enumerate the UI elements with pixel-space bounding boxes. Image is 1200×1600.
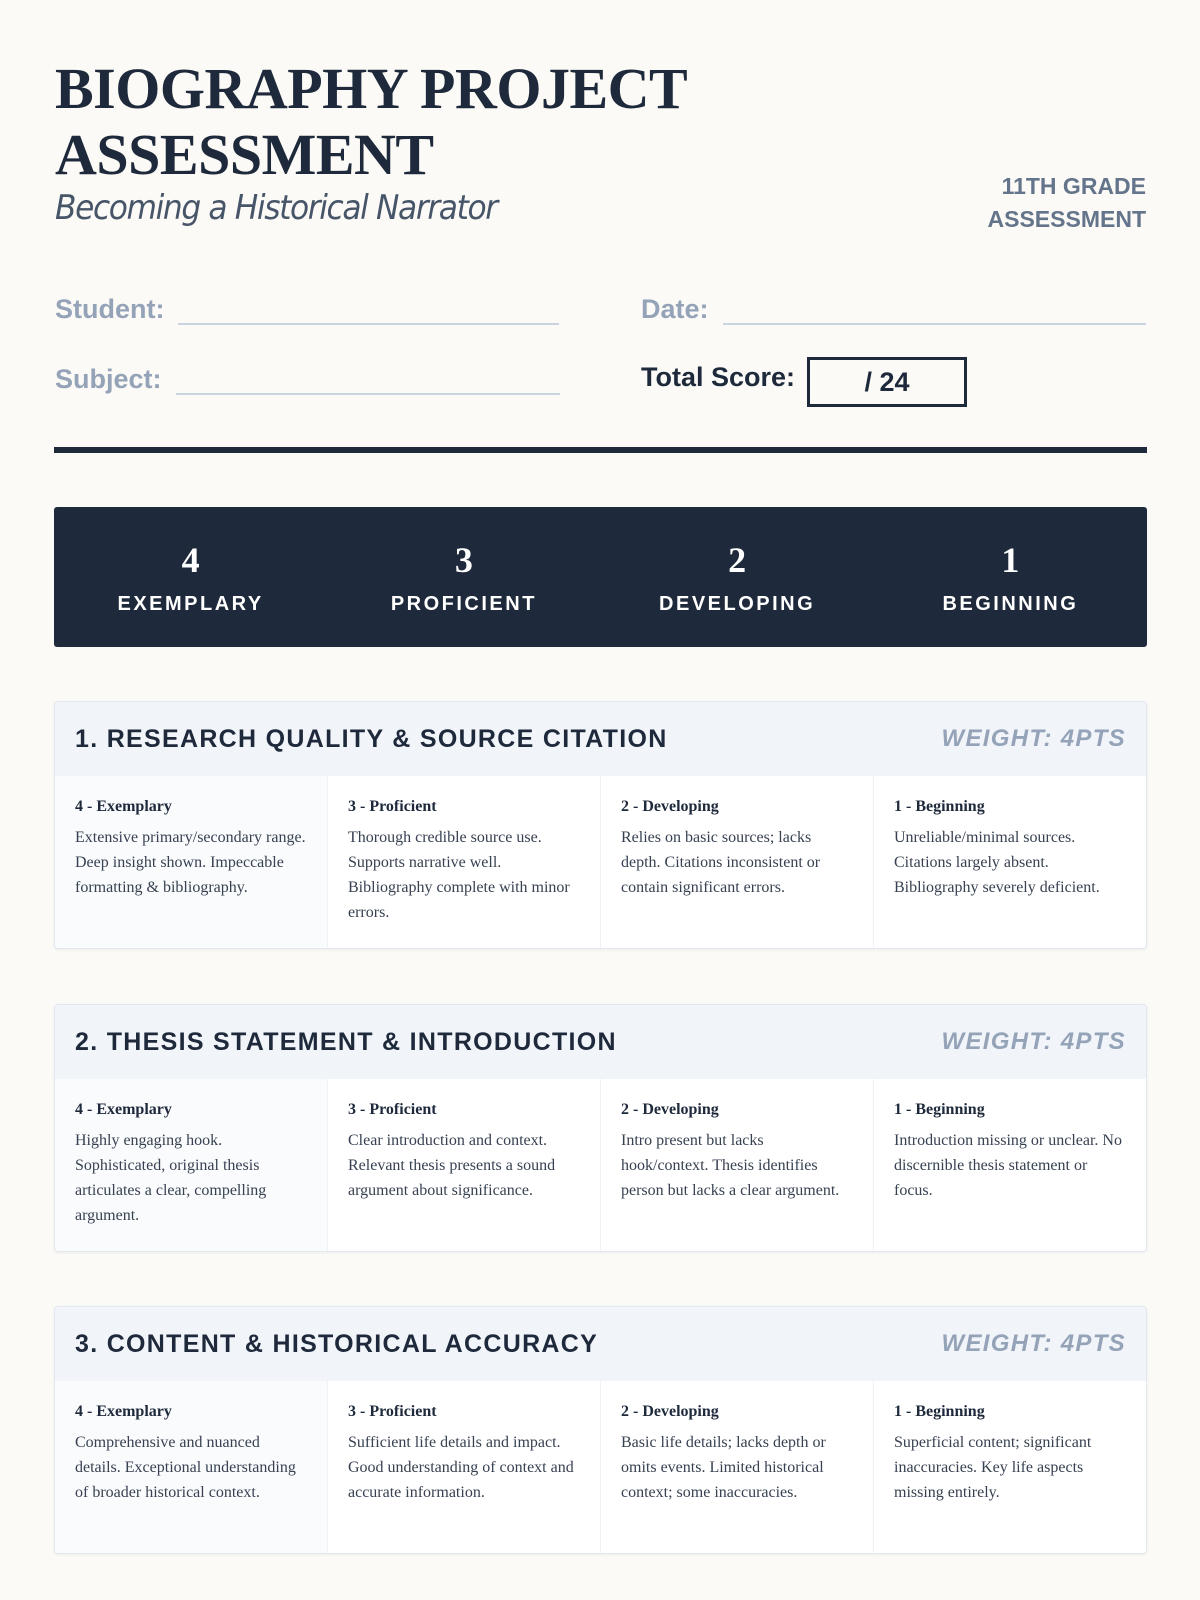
level-heading: 2 - Developing (621, 798, 719, 815)
level-description: Thorough credible source use. Supports narrative well. Bibliography complete with minor errors. (348, 829, 570, 921)
date-field (641, 294, 1146, 325)
level-heading: 4 - Exemplary (75, 1101, 172, 1118)
criterion-header (55, 1307, 1146, 1381)
level-heading: 4 - Exemplary (75, 1403, 172, 1420)
criterion-title: 3. CONTENT & HISTORICAL ACCURACY (75, 1329, 599, 1358)
level-cell (55, 776, 328, 949)
scale-level (327, 507, 600, 647)
scale-number: 1 (1001, 540, 1020, 580)
level-description: Introduction missing or unclear. No discernible thesis statement or focus. (894, 1132, 1122, 1199)
scale-level (601, 507, 874, 647)
student-label: Student: (55, 294, 165, 324)
total-score-label: Total Score: (641, 362, 796, 392)
level-heading: 2 - Developing (621, 1403, 719, 1420)
scale-number: 3 (454, 540, 473, 580)
scale-label: PROFICIENT (390, 593, 537, 615)
level-heading: 1 - Beginning (894, 1101, 985, 1118)
criterion-header (55, 1005, 1146, 1079)
level-cell (874, 1381, 1146, 1554)
divider (54, 447, 1147, 453)
subject-input[interactable] (176, 365, 560, 395)
level-cell (328, 776, 601, 949)
grade-line-1: 11TH GRADE (1001, 173, 1146, 199)
level-cell (601, 1381, 874, 1554)
grade-label (988, 170, 1146, 236)
scale-level (54, 507, 327, 647)
student-input[interactable] (178, 295, 559, 325)
level-description: Unreliable/minimal sources. Citations largely absent. Bibliography severely deficient. (894, 829, 1100, 896)
date-label: Date: (641, 294, 709, 324)
total-score-box[interactable]: / 24 (807, 357, 967, 407)
level-cell (874, 1079, 1146, 1252)
level-description: Superficial content; significant inaccuracies. Key life aspects missing entirely. (894, 1434, 1092, 1501)
level-cell (55, 1381, 328, 1554)
criterion-weight: WEIGHT: 4PTS (941, 1330, 1126, 1357)
criterion-weight: WEIGHT: 4PTS (941, 1028, 1126, 1055)
level-cell (874, 776, 1146, 949)
scale-level (874, 507, 1147, 647)
criterion-card (54, 1004, 1147, 1252)
level-heading: 4 - Exemplary (75, 798, 172, 815)
subject-field (55, 364, 560, 395)
level-description: Sufficient life details and impact. Good understanding of context and accurate information. (348, 1434, 574, 1501)
criterion-card (54, 1306, 1147, 1554)
level-heading: 2 - Developing (621, 1101, 719, 1118)
page-title: BIOGRAPHY PROJECT ASSESSMENT (55, 56, 687, 187)
level-description: Intro present but lacks hook/context. Thesis identifies person but lacks a clear argument. (621, 1132, 840, 1199)
date-input[interactable] (723, 295, 1146, 325)
level-heading: 3 - Proficient (348, 1101, 437, 1118)
scale-label: DEVELOPING (659, 593, 816, 615)
scale-label: BEGINNING (942, 593, 1079, 615)
level-heading: 1 - Beginning (894, 1403, 985, 1420)
scale-number: 2 (728, 540, 747, 580)
student-field (55, 294, 559, 325)
level-description: Basic life details; lacks depth or omits events. Limited historical context; some inaccuracies. (621, 1434, 826, 1501)
level-heading: 3 - Proficient (348, 798, 437, 815)
grade-line-2: ASSESSMENT (987, 206, 1146, 232)
level-cell (328, 1079, 601, 1252)
level-description: Comprehensive and nuanced details. Exceptional understanding of broader historical context. (75, 1434, 296, 1501)
scale-label: EXEMPLARY (117, 593, 264, 615)
subject-label: Subject: (55, 364, 162, 394)
level-cell (55, 1079, 328, 1252)
criterion-title: 1. RESEARCH QUALITY & SOURCE CITATION (75, 724, 668, 753)
criterion-header (55, 702, 1146, 776)
level-description: Extensive primary/secondary range. Deep insight shown. Impeccable formatting & bibliography. (75, 829, 306, 896)
level-heading: 3 - Proficient (348, 1403, 437, 1420)
scoring-scale (54, 507, 1147, 647)
level-description: Highly engaging hook. Sophisticated, original thesis articulates a clear, compelling argument. (75, 1132, 267, 1224)
criterion-card (54, 701, 1147, 949)
level-cell (601, 776, 874, 949)
level-heading: 1 - Beginning (894, 798, 985, 815)
criterion-title: 2. THESIS STATEMENT & INTRODUCTION (75, 1027, 617, 1056)
level-description: Clear introduction and context. Relevant thesis presents a sound argument about significance. (348, 1132, 556, 1199)
level-cell (328, 1381, 601, 1554)
criterion-weight: WEIGHT: 4PTS (941, 725, 1126, 752)
scale-number: 4 (181, 540, 200, 580)
level-cell (601, 1079, 874, 1252)
level-description: Relies on basic sources; lacks depth. Citations inconsistent or contain significant errors. (621, 829, 821, 896)
page-subtitle: Becoming a Historical Narrator (55, 188, 497, 228)
